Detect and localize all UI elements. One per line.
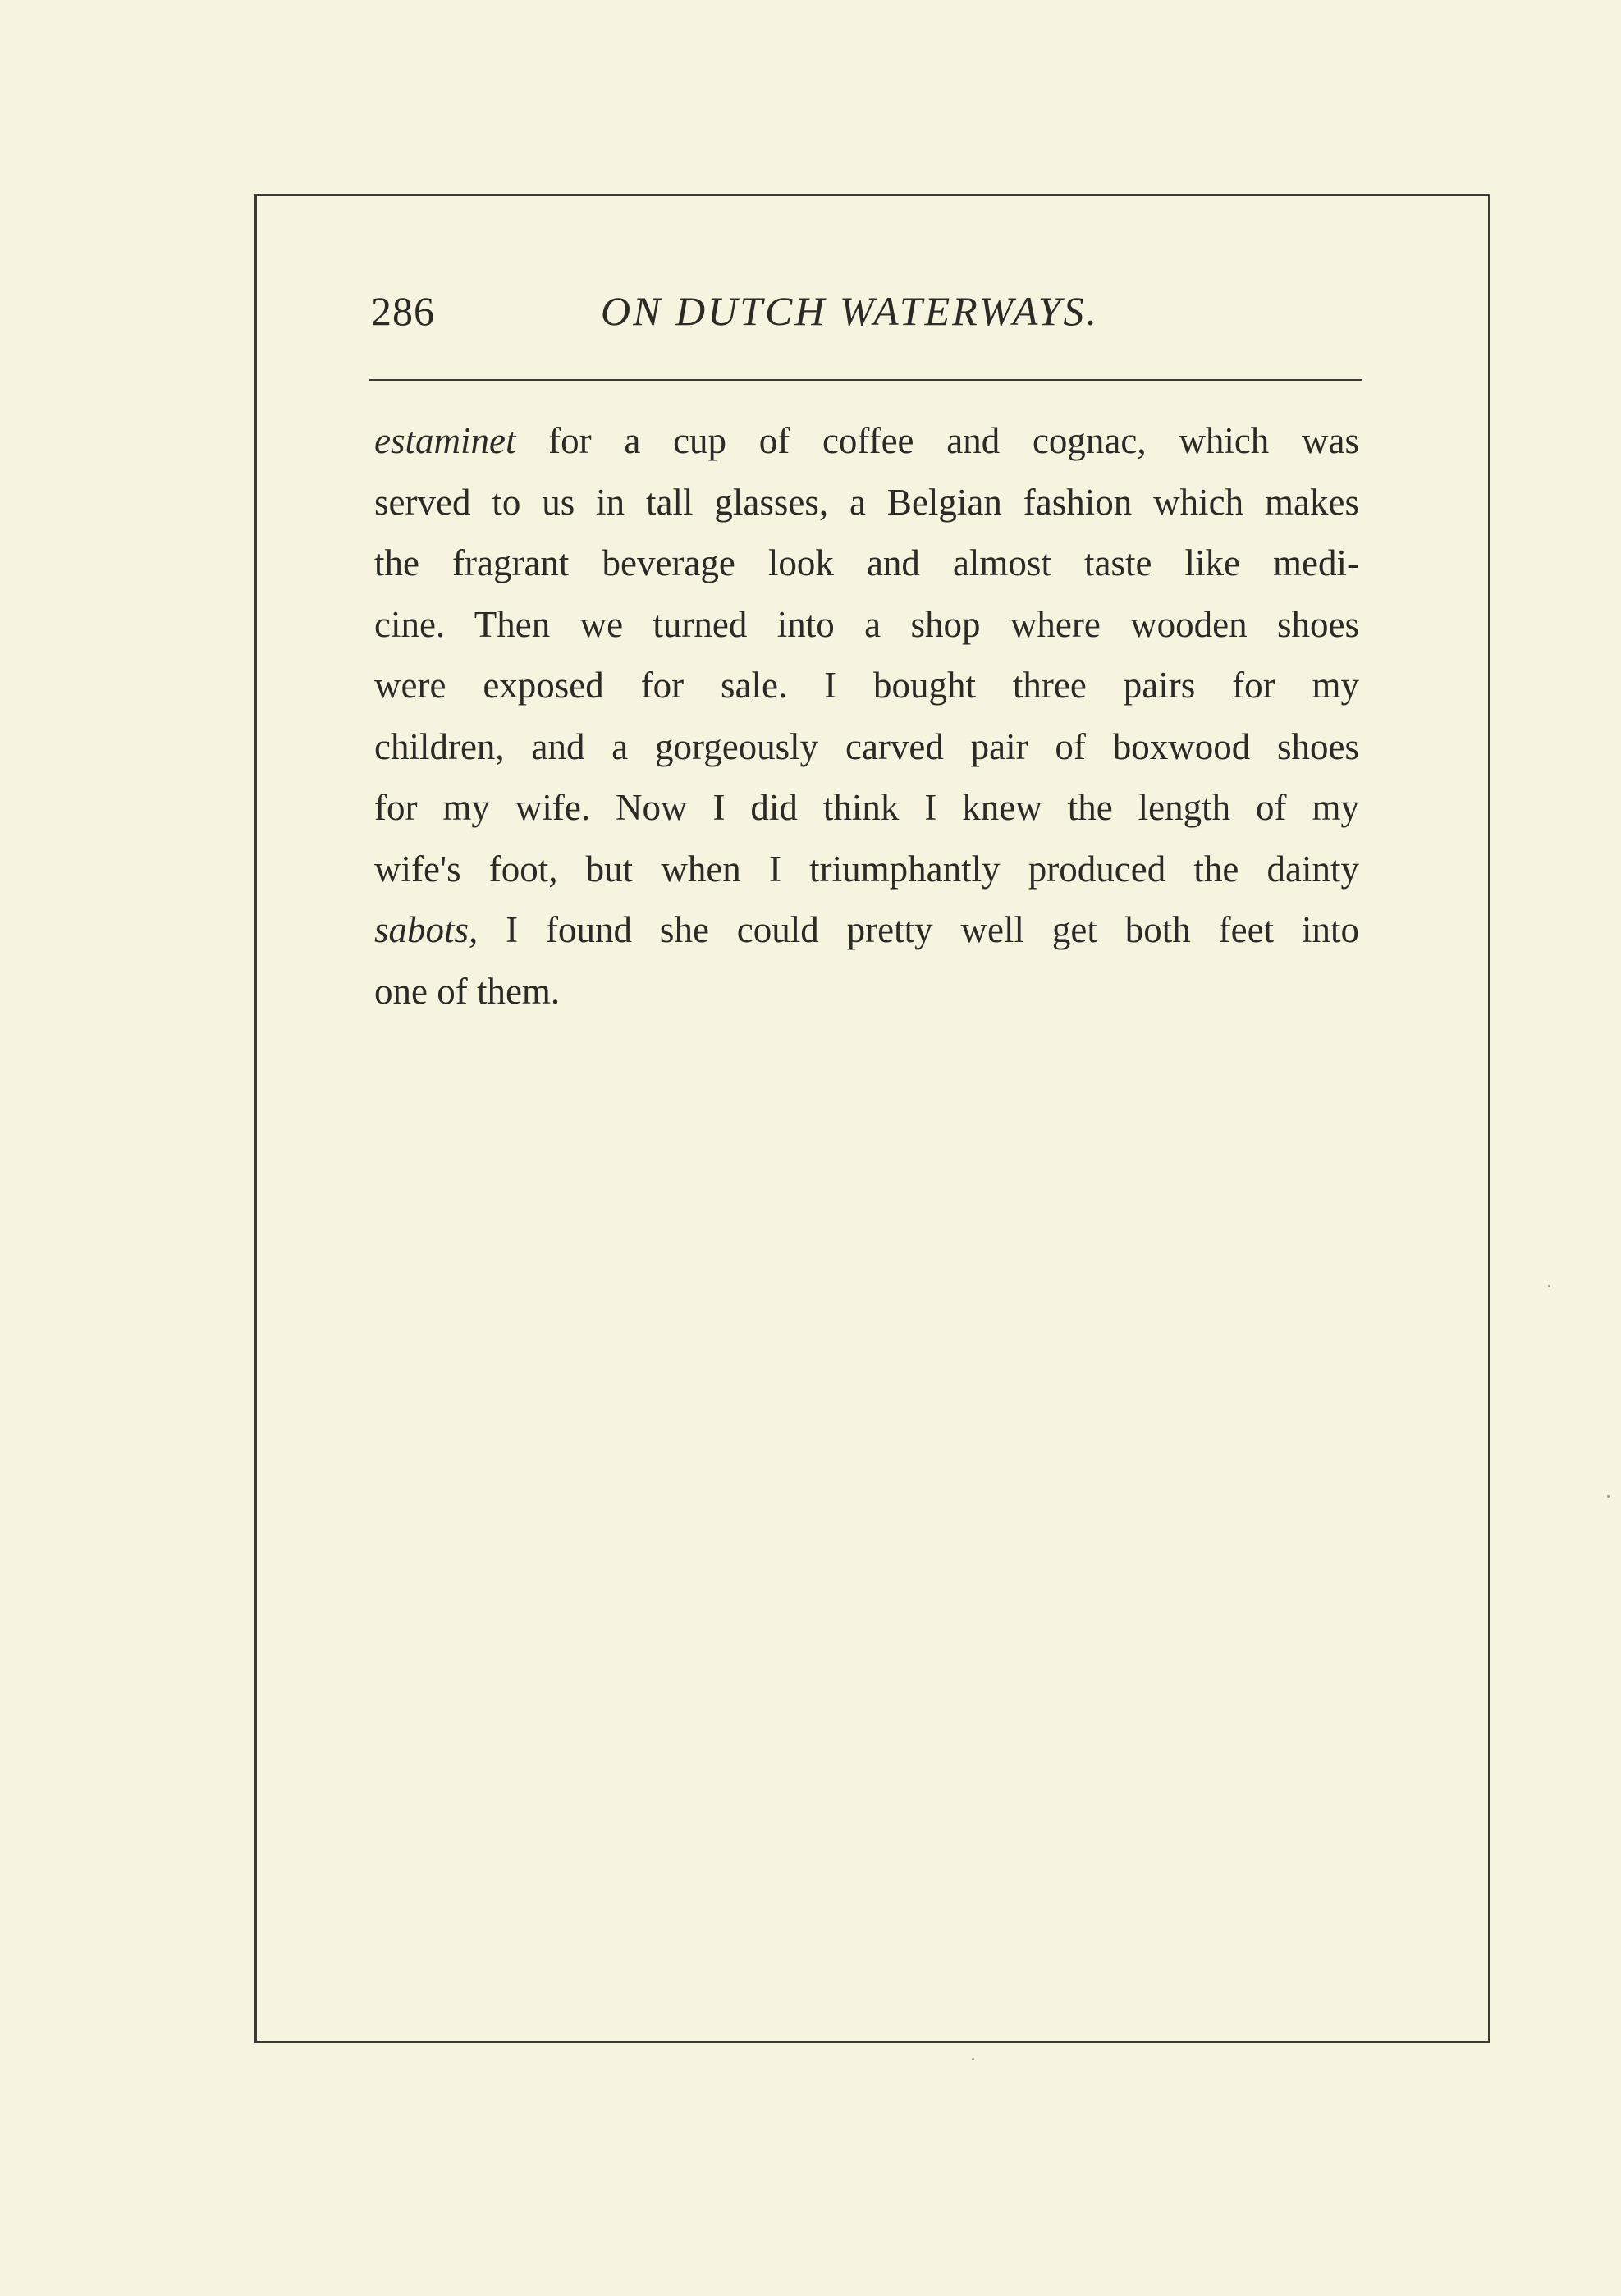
text-line: cine. Then we turned into a shop where wooden shoes: [374, 603, 1359, 645]
text-line: the fragrant beverage look and almost taste like medi-: [374, 542, 1359, 583]
paper-speck: [1548, 1285, 1550, 1287]
italic-term: estaminet: [374, 420, 516, 461]
text-line: one of them.: [374, 970, 561, 1012]
header-rule: [369, 379, 1362, 381]
text-line: [374, 899, 1359, 961]
paper-speck: [972, 2058, 974, 2060]
text-line: children, and a gorgeously carved pair of boxwood shoes: [374, 725, 1359, 767]
body-text: [374, 410, 1359, 1022]
line-text: I found she could pretty well get both feet into: [478, 909, 1359, 950]
running-head: [371, 287, 1362, 353]
text-line: [374, 410, 1359, 472]
text-line: served to us in tall glasses, a Belgian fashion which makes: [374, 481, 1359, 523]
text-line: for my wife. Now I did think I knew the length of my: [374, 787, 1359, 828]
text-line: were exposed for sale. I bought three pairs for my: [374, 665, 1359, 706]
text-line: wife's foot, but when I triumphantly produced the dainty: [374, 848, 1359, 890]
page-number: 286: [371, 288, 435, 334]
line-text: for a cup of coffee and cognac, which was: [515, 420, 1359, 461]
running-title: ON DUTCH WATERWAYS.: [601, 288, 1100, 334]
paper-speck: [1607, 1495, 1610, 1498]
italic-term: sabots,: [374, 909, 479, 950]
